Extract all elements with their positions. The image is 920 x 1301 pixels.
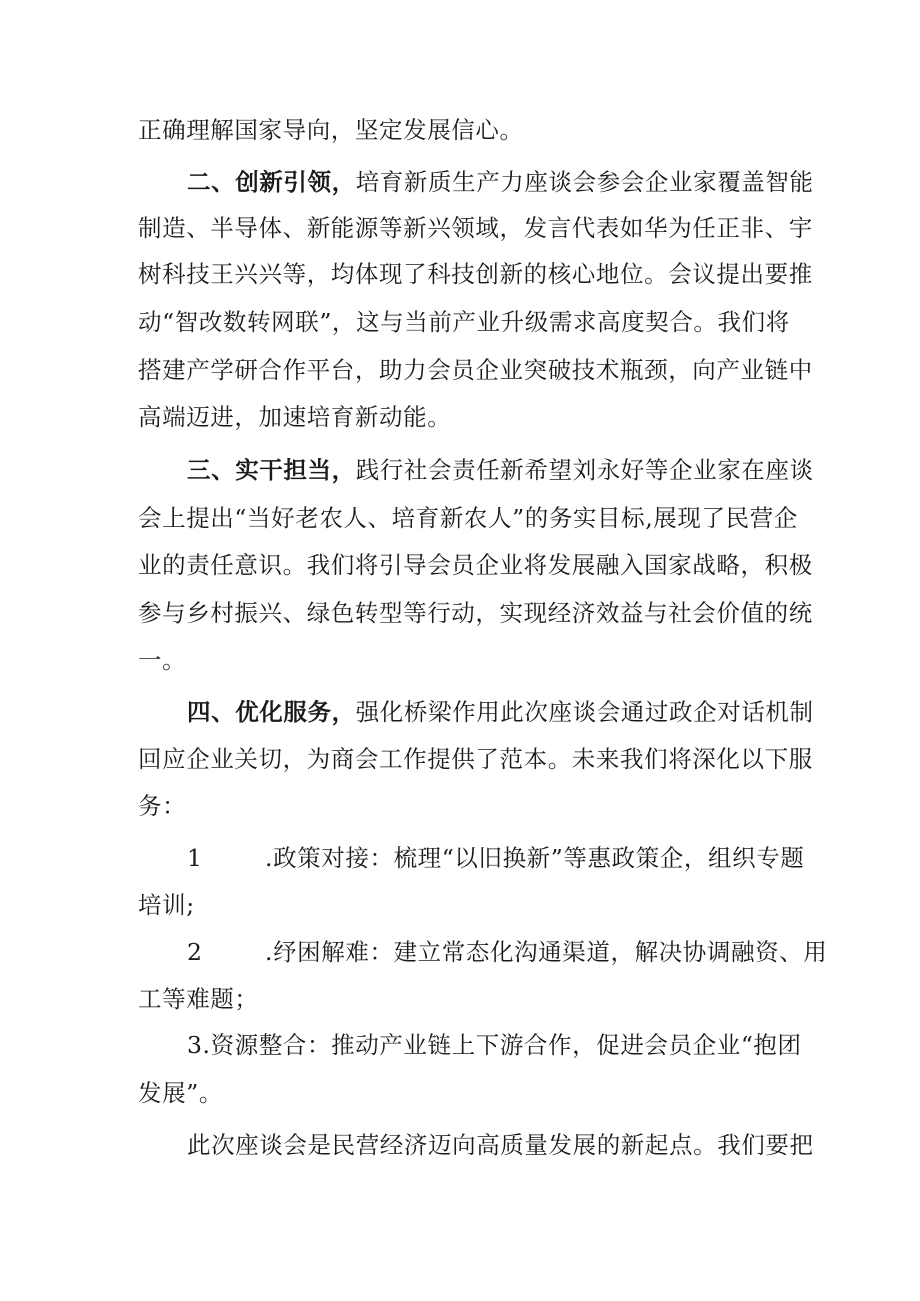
list-item-number: 2	[187, 938, 203, 966]
paragraph-line	[187, 167, 847, 197]
paragraph-line: 树科技王兴兴等，均体现了科技创新的核心地位。会议提出要推	[138, 260, 813, 288]
paragraph-line: 一。	[138, 646, 187, 674]
paragraph-line: 此次座谈会是民营经济迈向高质量发展的新起点。我们要把	[187, 1131, 814, 1159]
list-item-text: .纾困解难：建立常态化沟通渠道，解决协调融资、用	[265, 938, 828, 966]
list-item-text: .政策对接：梳理“以旧换新”等惠政策企，组织专题	[265, 844, 805, 872]
paragraph-line	[187, 697, 847, 727]
paragraph-line: 动“智改数转网联”，这与当前产业升级需求高度契合。我们将	[138, 308, 790, 336]
paragraph-line: 务：	[138, 792, 187, 820]
paragraph-line: 高端迈进，加速培育新动能。	[138, 403, 452, 431]
paragraph-line: 回应企业关切，为商会工作提供了范本。未来我们将深化以下服	[138, 745, 813, 773]
list-item-line	[187, 843, 847, 873]
list-item-number: 1	[187, 844, 203, 872]
paragraph-line: 业的责任意识。我们将引导会员企业将发展融入国家战略，积极	[138, 551, 813, 579]
paragraph-line	[187, 455, 847, 485]
paragraph-text: 践行社会责任新希望刘永好等企业家在座谈	[355, 456, 814, 484]
paragraph-line: 参与乡村振兴、绿色转型等行动，实现经济效益与社会价值的统	[138, 599, 813, 627]
section-heading: 三、实干担当，	[187, 456, 356, 484]
list-item-line	[187, 937, 847, 967]
section-heading: 二、创新引领，	[187, 168, 356, 196]
paragraph-text: 培育新质生产力座谈会参会企业家覆盖智能	[355, 168, 814, 196]
list-item-line: 3.资源整合：推动产业链上下游合作，促进会员企业“抱团	[187, 1031, 802, 1059]
section-heading: 四、优化服务，	[187, 698, 356, 726]
paragraph-line: 正确理解国家导向，坚定发展信心。	[138, 116, 524, 144]
list-item-line: 工等难题；	[138, 985, 259, 1013]
list-item-line: 发展”。	[138, 1079, 223, 1107]
paragraph-line: 搭建产学研合作平台，助力会员企业突破技术瓶颈，向产业链中	[138, 356, 813, 384]
paragraph-text: 强化桥梁作用此次座谈会通过政企对话机制	[355, 698, 814, 726]
paragraph-line: 会上提出“当好老农人、培育新农人”的务实目标,展现了民营企	[138, 504, 798, 532]
paragraph-line: 制造、半导体、新能源等新兴领域，发言代表如华为任正非、宇	[138, 214, 813, 242]
list-item-line: 培训;	[138, 891, 195, 919]
